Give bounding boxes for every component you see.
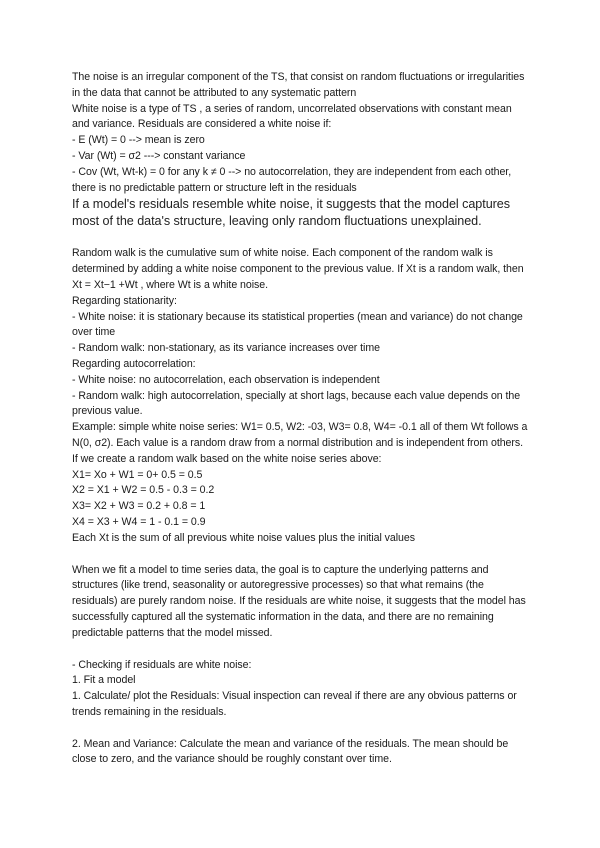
stationarity-random-walk: - Random walk: non-stationary, as its variance increases over time <box>72 342 380 355</box>
checklist-step-mean-variance: 2. Mean and Variance: Calculate the mean and variance of the residuals. The mean should be close to zero, and the variance should be roughly constant over time. <box>72 737 509 766</box>
random-walk-summary: Each Xt is the sum of all previous white noise values plus the initial values <box>72 531 415 544</box>
random-walk-definition: Random walk is the cumulative sum of white noise. Each component of the random walk is determined by adding a white noise component to the previous value. If Xt is a random walk, then <box>72 247 524 276</box>
model-fitting-paragraph: When we fit a model to time series data, the goal is to capture the underlying patterns and structures (like trend, seasonality or autoregressive processes) so that what remains (the residuals) are purely random noise. If the residuals are white noise, it suggests that the model has successfully captured all the systematic information in the data, and there are no remaining predictable patterns that the model missed. <box>72 563 526 639</box>
document-body <box>72 70 532 768</box>
random-walk-intro: If we create a random walk based on the white noise series above: <box>72 452 382 465</box>
equation-x1: X1= Xo + W1 = 0+ 0.5 = 0.5 <box>72 468 203 481</box>
equation-x2: X2 = X1 + W2 = 0.5 - 0.3 = 0.2 <box>72 484 215 497</box>
checklist-step-fit: 1. Fit a model <box>72 674 136 687</box>
stationarity-white-noise: - White noise: it is stationary because its statistical properties (mean and variance) do not change over time <box>72 310 523 339</box>
checklist-heading: - Checking if residuals are white noise: <box>72 658 252 671</box>
autocorrelation-white-noise: - White noise: no autocorrelation, each observation is independent <box>72 373 380 386</box>
spacer <box>72 721 532 737</box>
checklist-step-residuals: 1. Calculate/ plot the Residuals: Visual inspection can reveal if there are any obvious patterns or trends remaining in the residuals. <box>72 690 517 718</box>
spacer <box>72 642 532 658</box>
spacer <box>72 547 532 563</box>
stationarity-heading: Regarding stationarity: <box>72 294 177 307</box>
condition-mean: - E (Wt) = 0 --> mean is zero <box>72 134 205 147</box>
condition-covariance: - Cov (Wt, Wt-k) = 0 for any k ≠ 0 --> no autocorrelation, they are independent from each other, there is no predictable pattern or structure left in the residuals <box>72 165 512 194</box>
equation-x4: X4 = X3 + W4 = 1 - 0.1 = 0.9 <box>72 515 206 528</box>
random-walk-equation: Xt = Xt−1 +Wt , where Wt is a white noise. <box>72 278 269 291</box>
equation-x3: X3= X2 + W3 = 0.2 + 0.8 = 1 <box>72 500 206 513</box>
noise-definition: The noise is an irregular component of the TS, that consist on random fluctuations or irregularities in the data that cannot be attributed to any systematic pattern <box>72 71 525 99</box>
autocorrelation-random-walk: - Random walk: high autocorrelation, specially at short lags, because each value depends on the previous value. <box>72 389 521 418</box>
condition-variance: - Var (Wt) = σ2 ---> constant variance <box>72 149 246 162</box>
residuals-summary: If a model's residuals resemble white noise, it suggests that the model captures most of the data's structure, leaving only random fluctuations unexplained. <box>72 197 511 229</box>
autocorrelation-heading: Regarding autocorrelation: <box>72 357 196 370</box>
white-noise-definition: White noise is a type of TS , a series of random, uncorrelated observations with constant mean and variance. Residuals are considered a white noise if: <box>72 102 512 131</box>
spacer <box>72 230 532 246</box>
example-paragraph: Example: simple white noise series: W1= 0.5, W2: -03, W3= 0.8, W4= -0.1 all of them Wt follows a N(0, σ2). Each value is a random draw from a normal distribution and is independent from others. <box>72 421 528 449</box>
